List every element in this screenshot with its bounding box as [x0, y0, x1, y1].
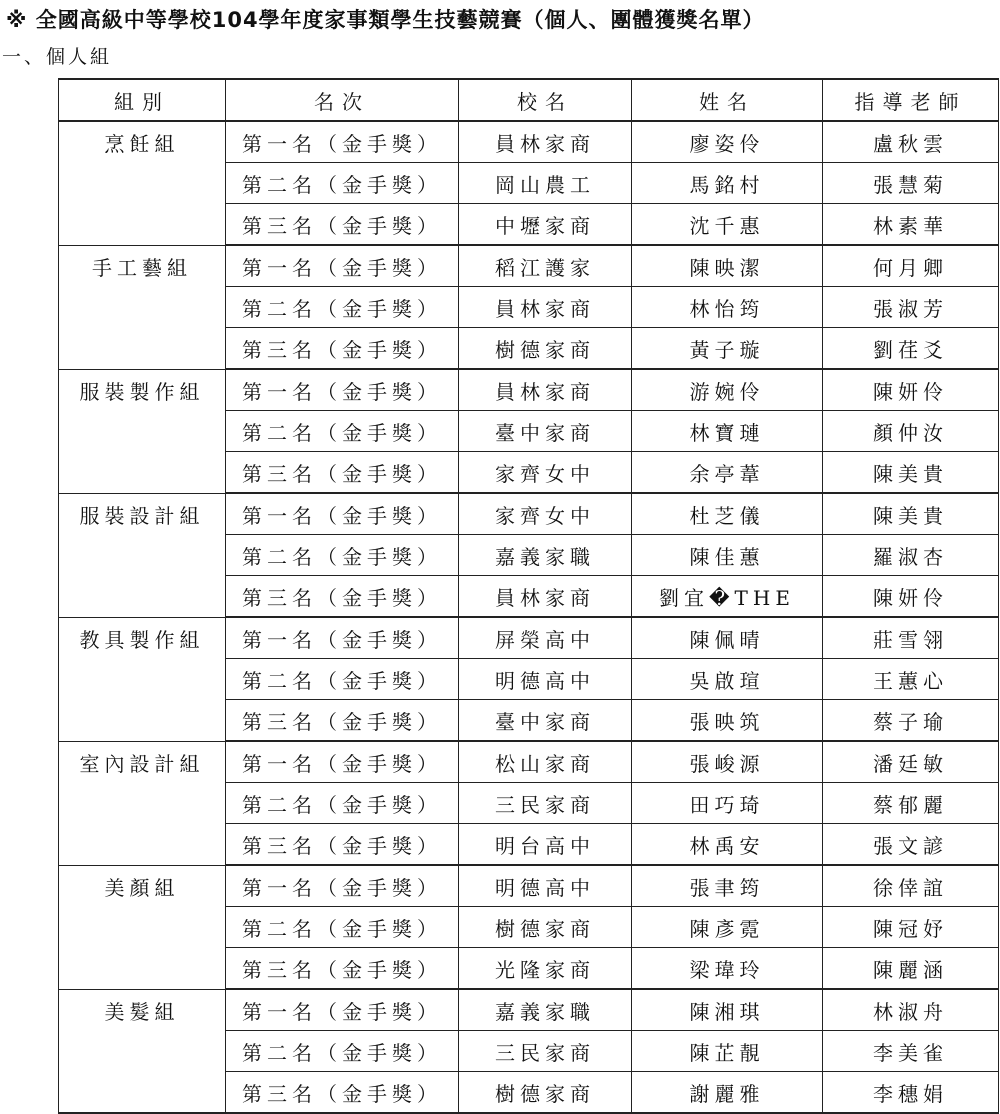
- advisor-cell: 李美雀: [823, 1031, 999, 1072]
- table-row: [59, 121, 999, 163]
- column-header-group: 組別: [59, 79, 226, 121]
- school-cell: 員林家商: [459, 121, 632, 163]
- rank-cell: 第三名（金手獎）: [226, 948, 459, 990]
- group-cell: [59, 907, 226, 948]
- rank-cell: 第三名（金手獎）: [226, 452, 459, 494]
- table-row: [59, 1031, 999, 1072]
- advisor-cell: 潘廷敏: [823, 741, 999, 783]
- group-cell: [59, 452, 226, 494]
- group-cell: [59, 700, 226, 742]
- student-name-cell: 陳映潔: [632, 245, 823, 287]
- school-cell: 明台高中: [459, 824, 632, 866]
- school-cell: 樹德家商: [459, 328, 632, 370]
- student-name-cell: 沈千惠: [632, 204, 823, 246]
- student-name-cell: 廖姿伶: [632, 121, 823, 163]
- table-header-row: [59, 79, 999, 121]
- rank-cell: 第三名（金手獎）: [226, 700, 459, 742]
- advisor-cell: 王蕙心: [823, 659, 999, 700]
- group-cell: [59, 824, 226, 866]
- group-cell: 服裝製作組: [59, 369, 226, 411]
- rank-cell: 第三名（金手獎）: [226, 1072, 459, 1114]
- rank-cell: 第二名（金手獎）: [226, 163, 459, 204]
- group-cell: 美顏組: [59, 865, 226, 907]
- school-cell: 嘉義家職: [459, 989, 632, 1031]
- table-row: [59, 163, 999, 204]
- advisor-cell: 顏仲汝: [823, 411, 999, 452]
- rank-cell: 第一名（金手獎）: [226, 865, 459, 907]
- table-row: [59, 328, 999, 370]
- advisor-cell: 何月卿: [823, 245, 999, 287]
- advisor-cell: 陳冠妤: [823, 907, 999, 948]
- school-cell: 員林家商: [459, 576, 632, 618]
- student-name-cell: 馬銘村: [632, 163, 823, 204]
- rank-cell: 第二名（金手獎）: [226, 535, 459, 576]
- student-name-cell: 余亭葦: [632, 452, 823, 494]
- advisor-cell: 林淑舟: [823, 989, 999, 1031]
- advisor-cell: 蔡子瑜: [823, 700, 999, 742]
- rank-cell: 第一名（金手獎）: [226, 617, 459, 659]
- school-cell: 光隆家商: [459, 948, 632, 990]
- group-cell: [59, 163, 226, 204]
- student-name-cell: 梁瑋玲: [632, 948, 823, 990]
- school-cell: 屏榮高中: [459, 617, 632, 659]
- rank-cell: 第二名（金手獎）: [226, 287, 459, 328]
- school-cell: 明德高中: [459, 865, 632, 907]
- rank-cell: 第一名（金手獎）: [226, 741, 459, 783]
- advisor-cell: 蔡郁麗: [823, 783, 999, 824]
- rank-cell: 第二名（金手獎）: [226, 411, 459, 452]
- student-name-cell: 林禹安: [632, 824, 823, 866]
- table-row: [59, 907, 999, 948]
- section-title: 一、個人組: [2, 46, 113, 68]
- table-row: [59, 287, 999, 328]
- group-cell: 手工藝組: [59, 245, 226, 287]
- student-name-cell: 陳佳蕙: [632, 535, 823, 576]
- group-cell: [59, 328, 226, 370]
- school-cell: 臺中家商: [459, 700, 632, 742]
- group-cell: [59, 204, 226, 246]
- group-cell: [59, 576, 226, 618]
- column-header-rank: 名次: [226, 79, 459, 121]
- table-row: [59, 659, 999, 700]
- rank-cell: 第二名（金手獎）: [226, 659, 459, 700]
- table-row: [59, 576, 999, 618]
- school-cell: 家齊女中: [459, 493, 632, 535]
- rank-cell: 第三名（金手獎）: [226, 576, 459, 618]
- advisor-cell: 陳美貴: [823, 493, 999, 535]
- advisor-cell: 李穗娟: [823, 1072, 999, 1114]
- advisor-cell: 陳美貴: [823, 452, 999, 494]
- school-cell: 三民家商: [459, 783, 632, 824]
- column-header-name: 姓名: [632, 79, 823, 121]
- column-header-advisor: 指導老師: [823, 79, 999, 121]
- group-cell: [59, 287, 226, 328]
- student-name-cell: 陳芷靚: [632, 1031, 823, 1072]
- group-cell: 烹飪組: [59, 121, 226, 163]
- table-row: [59, 452, 999, 494]
- rank-cell: 第一名（金手獎）: [226, 493, 459, 535]
- advisor-cell: 張慧菊: [823, 163, 999, 204]
- advisor-cell: 盧秋雲: [823, 121, 999, 163]
- student-name-cell: 林寶璉: [632, 411, 823, 452]
- school-cell: 員林家商: [459, 369, 632, 411]
- rank-cell: 第一名（金手獎）: [226, 245, 459, 287]
- group-cell: [59, 783, 226, 824]
- table-row: [59, 700, 999, 742]
- group-cell: 美髮組: [59, 989, 226, 1031]
- advisor-cell: 張淑芳: [823, 287, 999, 328]
- advisor-cell: 徐倖誼: [823, 865, 999, 907]
- advisor-cell: 劉荏爻: [823, 328, 999, 370]
- table-row: [59, 535, 999, 576]
- student-name-cell: 林怡筠: [632, 287, 823, 328]
- school-cell: 松山家商: [459, 741, 632, 783]
- advisor-cell: 陳妍伶: [823, 369, 999, 411]
- student-name-cell: 吳啟瑄: [632, 659, 823, 700]
- group-cell: [59, 1031, 226, 1072]
- table-row: [59, 369, 999, 411]
- advisor-cell: 張文諺: [823, 824, 999, 866]
- table-row: [59, 617, 999, 659]
- student-name-cell: 張峻源: [632, 741, 823, 783]
- student-name-cell: 陳彥霓: [632, 907, 823, 948]
- student-name-cell: 陳湘琪: [632, 989, 823, 1031]
- rank-cell: 第二名（金手獎）: [226, 1031, 459, 1072]
- rank-cell: 第三名（金手獎）: [226, 328, 459, 370]
- group-cell: 服裝設計組: [59, 493, 226, 535]
- school-cell: 樹德家商: [459, 907, 632, 948]
- rank-cell: 第一名（金手獎）: [226, 369, 459, 411]
- student-name-cell: 謝麗雅: [632, 1072, 823, 1114]
- student-name-cell: 黃子璇: [632, 328, 823, 370]
- table-row: [59, 741, 999, 783]
- advisor-cell: 陳妍伶: [823, 576, 999, 618]
- student-name-cell: 張聿筠: [632, 865, 823, 907]
- rank-cell: 第三名（金手獎）: [226, 824, 459, 866]
- table-row: [59, 948, 999, 990]
- rank-cell: 第二名（金手獎）: [226, 783, 459, 824]
- table-row: [59, 493, 999, 535]
- table-row: [59, 865, 999, 907]
- advisor-cell: 莊雪翎: [823, 617, 999, 659]
- group-cell: [59, 1072, 226, 1114]
- table-row: [59, 204, 999, 246]
- results-body: [59, 121, 999, 1113]
- school-cell: 家齊女中: [459, 452, 632, 494]
- table-row: [59, 245, 999, 287]
- school-cell: 岡山農工: [459, 163, 632, 204]
- rank-cell: 第三名（金手獎）: [226, 204, 459, 246]
- school-cell: 員林家商: [459, 287, 632, 328]
- advisor-cell: 林素華: [823, 204, 999, 246]
- table-row: [59, 824, 999, 866]
- group-cell: [59, 411, 226, 452]
- group-cell: [59, 659, 226, 700]
- rank-cell: 第一名（金手獎）: [226, 989, 459, 1031]
- group-cell: 室內設計組: [59, 741, 226, 783]
- school-cell: 明德高中: [459, 659, 632, 700]
- student-name-cell: 杜芝儀: [632, 493, 823, 535]
- school-cell: 樹德家商: [459, 1072, 632, 1114]
- table-row: [59, 1072, 999, 1114]
- table-row: [59, 783, 999, 824]
- school-cell: 臺中家商: [459, 411, 632, 452]
- school-cell: 中壢家商: [459, 204, 632, 246]
- school-cell: 稻江護家: [459, 245, 632, 287]
- student-name-cell: 田巧琦: [632, 783, 823, 824]
- column-header-school: 校名: [459, 79, 632, 121]
- rank-cell: 第一名（金手獎）: [226, 121, 459, 163]
- table-row: [59, 989, 999, 1031]
- student-name-cell: 陳佩晴: [632, 617, 823, 659]
- student-name-cell: 張映筑: [632, 700, 823, 742]
- school-cell: 三民家商: [459, 1031, 632, 1072]
- rank-cell: 第二名（金手獎）: [226, 907, 459, 948]
- advisor-cell: 羅淑杏: [823, 535, 999, 576]
- results-table: [58, 78, 999, 1114]
- advisor-cell: 陳麗涵: [823, 948, 999, 990]
- page-title: ※ 全國高級中等學校104學年度家事類學生技藝競賽（個人、團體獲獎名單）: [6, 8, 765, 32]
- group-cell: 教具製作組: [59, 617, 226, 659]
- student-name-cell: 劉宜�THE: [632, 576, 823, 618]
- school-cell: 嘉義家職: [459, 535, 632, 576]
- table-row: [59, 411, 999, 452]
- group-cell: [59, 535, 226, 576]
- student-name-cell: 游婉伶: [632, 369, 823, 411]
- group-cell: [59, 948, 226, 990]
